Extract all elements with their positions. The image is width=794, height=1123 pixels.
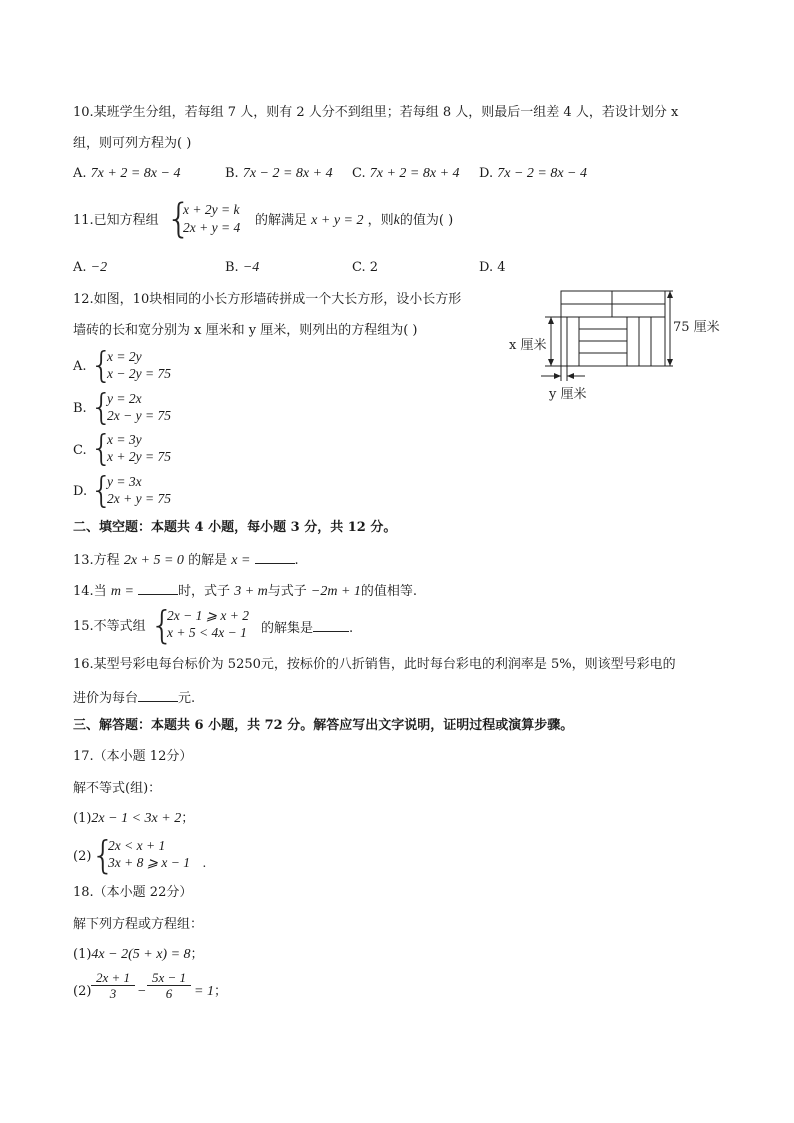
q17-part2-label: (2) — [73, 849, 92, 864]
section-heading-fill-blank: 二、填空题：本题共 4 小题，每小题 3 分，共 12 分。 — [73, 520, 397, 535]
q17-title: 17.（本小题 12分） — [73, 749, 193, 764]
q14 — [73, 581, 417, 601]
answer-blank[interactable] — [313, 618, 349, 632]
operator: − — [137, 984, 147, 999]
option-label: D. — [479, 166, 494, 181]
brick-wall-figure — [505, 286, 730, 404]
answer-blank[interactable] — [138, 688, 178, 702]
system-equation: y = 3x — [107, 474, 142, 489]
text: . — [203, 855, 207, 870]
q11-condition — [255, 212, 453, 230]
denominator: 3 — [109, 986, 117, 1001]
q16-stem-line2 — [73, 688, 195, 708]
q17-part1 — [73, 810, 194, 828]
answer-blank[interactable] — [138, 581, 178, 595]
option-label: B. — [225, 260, 239, 275]
text: 的解集是 — [261, 621, 314, 636]
q10-option-c[interactable] — [352, 165, 460, 183]
text: 13.方程 — [73, 553, 120, 568]
arrow-down-icon — [667, 359, 673, 366]
q17-part2-system — [91, 833, 211, 877]
q11-option-b[interactable] — [225, 259, 259, 277]
q13 — [73, 550, 299, 570]
text: 的值相等. — [360, 584, 418, 599]
text: ； — [213, 984, 227, 999]
option-system — [90, 345, 200, 386]
option-system — [90, 470, 200, 511]
left-brace-icon: { — [90, 428, 113, 469]
q18-intro: 解下列方程或方程组： — [73, 917, 204, 932]
variable: x = — [231, 553, 251, 568]
option-label: C. — [73, 443, 87, 458]
option-value: 4 — [497, 260, 506, 275]
q10-option-a[interactable] — [73, 165, 180, 183]
equation: 4x − 2(5 + x) = 8 — [91, 947, 191, 962]
condition-equation: x + y = 2 — [311, 213, 364, 228]
option-label: A. — [73, 260, 87, 275]
text: . — [349, 621, 354, 636]
option-equation: 7x − 2 = 8x + 4 — [242, 166, 333, 181]
system-equation: x − 2y = 75 — [107, 366, 171, 381]
option-label: C. — [352, 260, 366, 275]
text: 进价为每台 — [73, 691, 139, 706]
system-equation: x = 2y — [107, 349, 142, 364]
option-value: −4 — [242, 260, 260, 275]
left-brace-icon: { — [90, 387, 113, 428]
option-label: B. — [225, 166, 239, 181]
text: 的解满足 — [255, 213, 308, 228]
option-label: D. — [73, 484, 88, 499]
text: 的值为( ) — [399, 213, 454, 228]
option-label: B. — [73, 401, 87, 416]
system-equation: x + 2y = 75 — [107, 449, 171, 464]
q15-suffix — [261, 618, 353, 638]
system-equation: y = 2x — [107, 391, 142, 406]
option-value: −2 — [90, 260, 108, 275]
system-equation: 2x + y = 4 — [183, 220, 241, 235]
variable: m = — [110, 584, 134, 599]
system-inequality: 2x − 1 ⩾ x + 2 — [167, 608, 250, 623]
label-y: y 厘米 — [549, 387, 587, 402]
q10-option-d[interactable] — [479, 165, 587, 183]
rhs: = 1 — [194, 984, 214, 999]
q11-option-c[interactable] — [352, 259, 378, 277]
text: ，则 — [367, 213, 394, 228]
equation: 2x + 5 = 0 — [123, 553, 184, 568]
q16-stem-line1: 16.某型号彩电每台标价为 5250元，按标价的八折销售，此时每台彩电的利润率是 5%，则该型号彩电的 — [73, 657, 676, 672]
label-x: x 厘米 — [509, 338, 547, 353]
q11-option-a[interactable] — [73, 259, 107, 277]
option-system — [90, 387, 200, 428]
inequality: 2x − 1 < 3x + 2 — [91, 811, 182, 826]
numerator: 5x − 1 — [147, 970, 191, 986]
fraction — [147, 970, 191, 1001]
option-value: 2 — [369, 260, 379, 275]
left-brace-icon: { — [91, 833, 116, 877]
part-label: (1) — [73, 947, 92, 962]
q11-equation-system — [166, 196, 256, 242]
text: 与式子 — [267, 584, 307, 599]
text: 的解是 — [188, 553, 228, 568]
text: 14.当 — [73, 584, 107, 599]
variable: k — [393, 213, 400, 228]
option-equation: 7x + 2 = 8x − 4 — [90, 166, 181, 181]
text: ； — [190, 947, 204, 962]
q18-title: 18.（本小题 22分） — [73, 885, 193, 900]
system-equation: x + 2y = k — [183, 202, 240, 217]
system-equation: x = 3y — [107, 432, 142, 447]
left-brace-icon: { — [90, 345, 113, 386]
text: . — [294, 553, 299, 568]
part-label: (1) — [73, 811, 92, 826]
arrow-left-icon — [567, 373, 574, 379]
q11-prefix: 11.已知方程组 — [73, 213, 159, 228]
q10-option-b[interactable] — [225, 165, 333, 183]
q15-inequality-system — [150, 603, 260, 647]
text: 元. — [178, 691, 196, 706]
q10-stem-line1: 10.某班学生分组，若每组 7 人，则有 2 人分不到组里；若每组 8 人，则最后一组差 4 人，若设计划分 x — [73, 105, 679, 120]
expression: 3 + m — [234, 584, 268, 599]
section-heading-solve: 三、解答题：本题共 6 小题，共 72 分。解答应写出文字说明，证明过程或演算步骤。 — [73, 718, 574, 733]
q10-stem-line2: 组，则可列方程为( ) — [73, 136, 192, 151]
option-equation: 7x + 2 = 8x + 4 — [369, 166, 460, 181]
q12-stem-line1: 12.如图，10块相同的小长方形墙砖拼成一个大长方形，设小长方形 — [73, 292, 462, 307]
arrow-up-icon — [667, 291, 673, 298]
option-label: C. — [352, 166, 366, 181]
arrow-down-icon — [548, 359, 554, 366]
system-equation: 2x − y = 75 — [107, 408, 171, 423]
numerator: 2x + 1 — [91, 970, 135, 986]
system-equation: 2x + y = 75 — [107, 491, 171, 506]
q11-option-d[interactable] — [479, 259, 506, 277]
arrow-up-icon — [548, 317, 554, 324]
system-inequality: 3x + 8 ⩾ x − 1 — [108, 855, 191, 870]
answer-blank[interactable] — [255, 550, 295, 564]
left-brace-icon: { — [90, 470, 113, 511]
text: ； — [181, 811, 195, 826]
option-system — [90, 428, 200, 469]
option-label: A. — [73, 359, 87, 374]
q15-prefix: 15.不等式组 — [73, 619, 146, 634]
option-equation: 7x − 2 = 8x − 4 — [497, 166, 588, 181]
left-brace-icon: { — [150, 603, 175, 647]
system-inequality: x + 5 < 4x − 1 — [167, 625, 247, 640]
option-label: A. — [73, 166, 87, 181]
expression: −2m + 1 — [310, 584, 361, 599]
fraction — [91, 970, 135, 1001]
q18-part1 — [73, 946, 204, 964]
denominator: 6 — [165, 986, 173, 1001]
q18-part2-rhs — [194, 983, 227, 1001]
text: 时，式子 — [178, 584, 231, 599]
system-inequality: 2x < x + 1 — [108, 838, 166, 853]
part-label: (2) — [73, 984, 92, 999]
option-label: D. — [479, 260, 494, 275]
q17-intro: 解不等式(组)： — [73, 781, 162, 796]
q12-stem-line2: 墙砖的长和宽分别为 x 厘米和 y 厘米，则列出的方程组为( ) — [73, 323, 418, 338]
label-height: 75 厘米 — [673, 320, 720, 335]
left-brace-icon: { — [166, 196, 192, 242]
arrow-right-icon — [554, 373, 561, 379]
